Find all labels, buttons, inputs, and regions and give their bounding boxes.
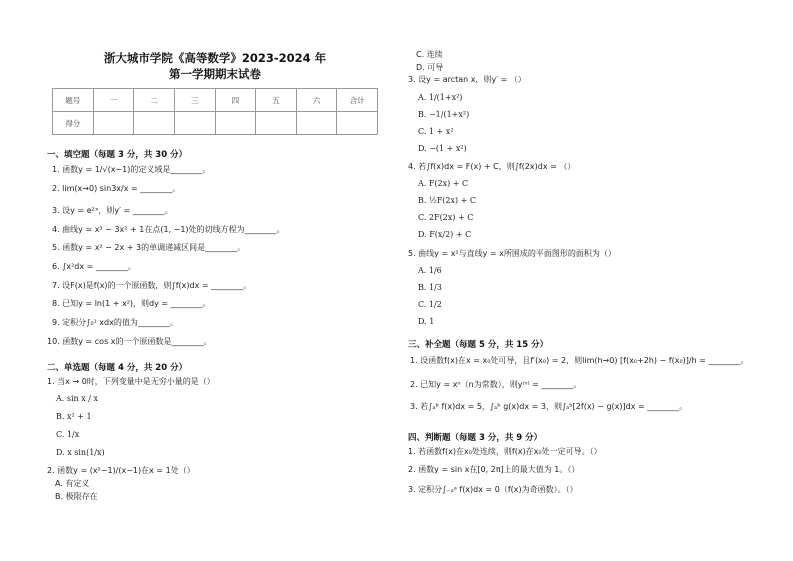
exam-title: 浙大城市学院《高等数学》2023-2024 年 [103, 51, 327, 65]
option: D. 可导 [416, 63, 444, 72]
option: A. sin x / x [56, 394, 99, 403]
question-item: 4. 曲线y = x³ − 3x² + 1在点(1, −1)处的切线方程为________。 [52, 225, 285, 234]
question-stem: 2. 函数y = (x²−1)/(x−1)在x = 1处（） [47, 466, 195, 475]
score-table-header-row [53, 89, 378, 112]
option: C. 1/x [56, 430, 80, 439]
question-item: 2. 已知y = xⁿ（n为常数），则y⁽ⁿ⁾ = ________。 [410, 380, 582, 389]
header-cell: 五 [256, 89, 297, 112]
option: D. x sin(1/x) [56, 448, 105, 457]
option: D. −(1 + x²) [418, 144, 467, 153]
question-item: 2. 函数y = sin x在[0, 2π]上的最大值为 1。（） [408, 465, 580, 474]
option: D. F(x/2) + C [418, 230, 472, 239]
section-heading: 三、补全题（每题 5 分，共 15 分） [408, 340, 549, 350]
option: C. 1/2 [418, 300, 442, 309]
question-item: 8. 已知y = ln(1 + x²)，则dy = ________。 [52, 299, 211, 308]
question-item: 1. 若函数f(x)在x₀处连续，则f(x)在x₀处一定可导。（） [408, 447, 602, 456]
question-item: 2. lim(x→0) sin3x/x = ________。 [52, 184, 181, 193]
question-item: 9. 定积分∫₀¹ xdx的值为________。 [52, 318, 178, 327]
option: D. 1 [418, 317, 435, 326]
option: A. 1/(1+x²) [418, 93, 463, 102]
score-cell[interactable] [337, 112, 378, 135]
question-item: 1. 函数y = 1/√(x−1)的定义域是________。 [52, 165, 211, 174]
option: B. 1/3 [418, 283, 442, 292]
score-cell[interactable] [215, 112, 256, 135]
score-table-score-row [53, 112, 378, 135]
score-cell[interactable] [174, 112, 215, 135]
score-cell[interactable] [296, 112, 337, 135]
option: C. 2F(2x) + C [418, 213, 474, 222]
option: B. −1/(1+x²) [418, 110, 470, 119]
header-cell: 合计 [337, 89, 378, 112]
question-item: 3. 定积分∫₋ₐᵃ f(x)dx = 0（f(x)为奇函数）。（） [408, 485, 578, 494]
option: C. 连续 [416, 50, 443, 59]
option: A. 有定义 [55, 479, 90, 488]
option: C. 1 + x² [418, 127, 454, 136]
question-item: 10. 函数y = cos x的一个原函数是________。 [47, 337, 212, 346]
header-cell: 题号 [53, 89, 94, 112]
option: B. 极限存在 [55, 492, 98, 501]
question-item: 6. ∫x²dx = ________。 [52, 262, 136, 271]
question-item: 3. 若∫ₐᵇ f(x)dx = 5，∫ₐᵇ g(x)dx = 3，则∫ₐᵇ[2f(x) − g(x)]dx = ________。 [410, 402, 688, 411]
header-cell: 六 [296, 89, 337, 112]
option: A. F(2x) + C [418, 179, 469, 188]
question-stem: 1. 当x → 0时，下列变量中是无穷小量的是（） [47, 377, 215, 386]
question-stem: 4. 若∫f(x)dx = F(x) + C，则∫f(2x)dx = （） [408, 162, 576, 171]
header-cell: 二 [134, 89, 175, 112]
question-item: 5. 函数y = x² − 2x + 3的单调递减区间是________。 [52, 243, 246, 252]
header-cell: 一 [93, 89, 134, 112]
header-cell: 三 [174, 89, 215, 112]
section-heading: 四、判断题（每题 3 分，共 9 分） [408, 433, 543, 443]
header-cell: 四 [215, 89, 256, 112]
option: B. ½F(2x) + C [418, 196, 477, 205]
score-cell[interactable] [134, 112, 175, 135]
score-cell[interactable] [93, 112, 134, 135]
question-item: 7. 设F(x)是f(x)的一个原函数，则∫f(x)dx = ________。 [52, 281, 252, 290]
option: B. x² + 1 [56, 412, 92, 421]
score-row-label: 得分 [53, 112, 94, 135]
section-heading: 二、单选题（每题 4 分，共 20 分） [47, 363, 188, 373]
exam-subtitle: 第一学期期末试卷 [169, 67, 261, 81]
score-cell[interactable] [256, 112, 297, 135]
question-item: 3. 设y = e²ˣ，则y′ = ________。 [52, 206, 173, 215]
score-table [52, 88, 378, 135]
question-item: 1. 设函数f(x)在x = x₀处可导，且f′(x₀) = 2，则lim(h→0) [f(x₀+2h) − f(x₀)]/h = ________。 [410, 356, 749, 365]
question-stem: 3. 设y = arctan x，则y′ = （） [408, 75, 526, 84]
option: A. 1/6 [418, 266, 442, 275]
section-heading: 一、填空题（每题 3 分，共 30 分） [47, 150, 188, 160]
question-stem: 5. 曲线y = x²与直线y = x所围成的平面图形的面积为（） [408, 249, 616, 258]
